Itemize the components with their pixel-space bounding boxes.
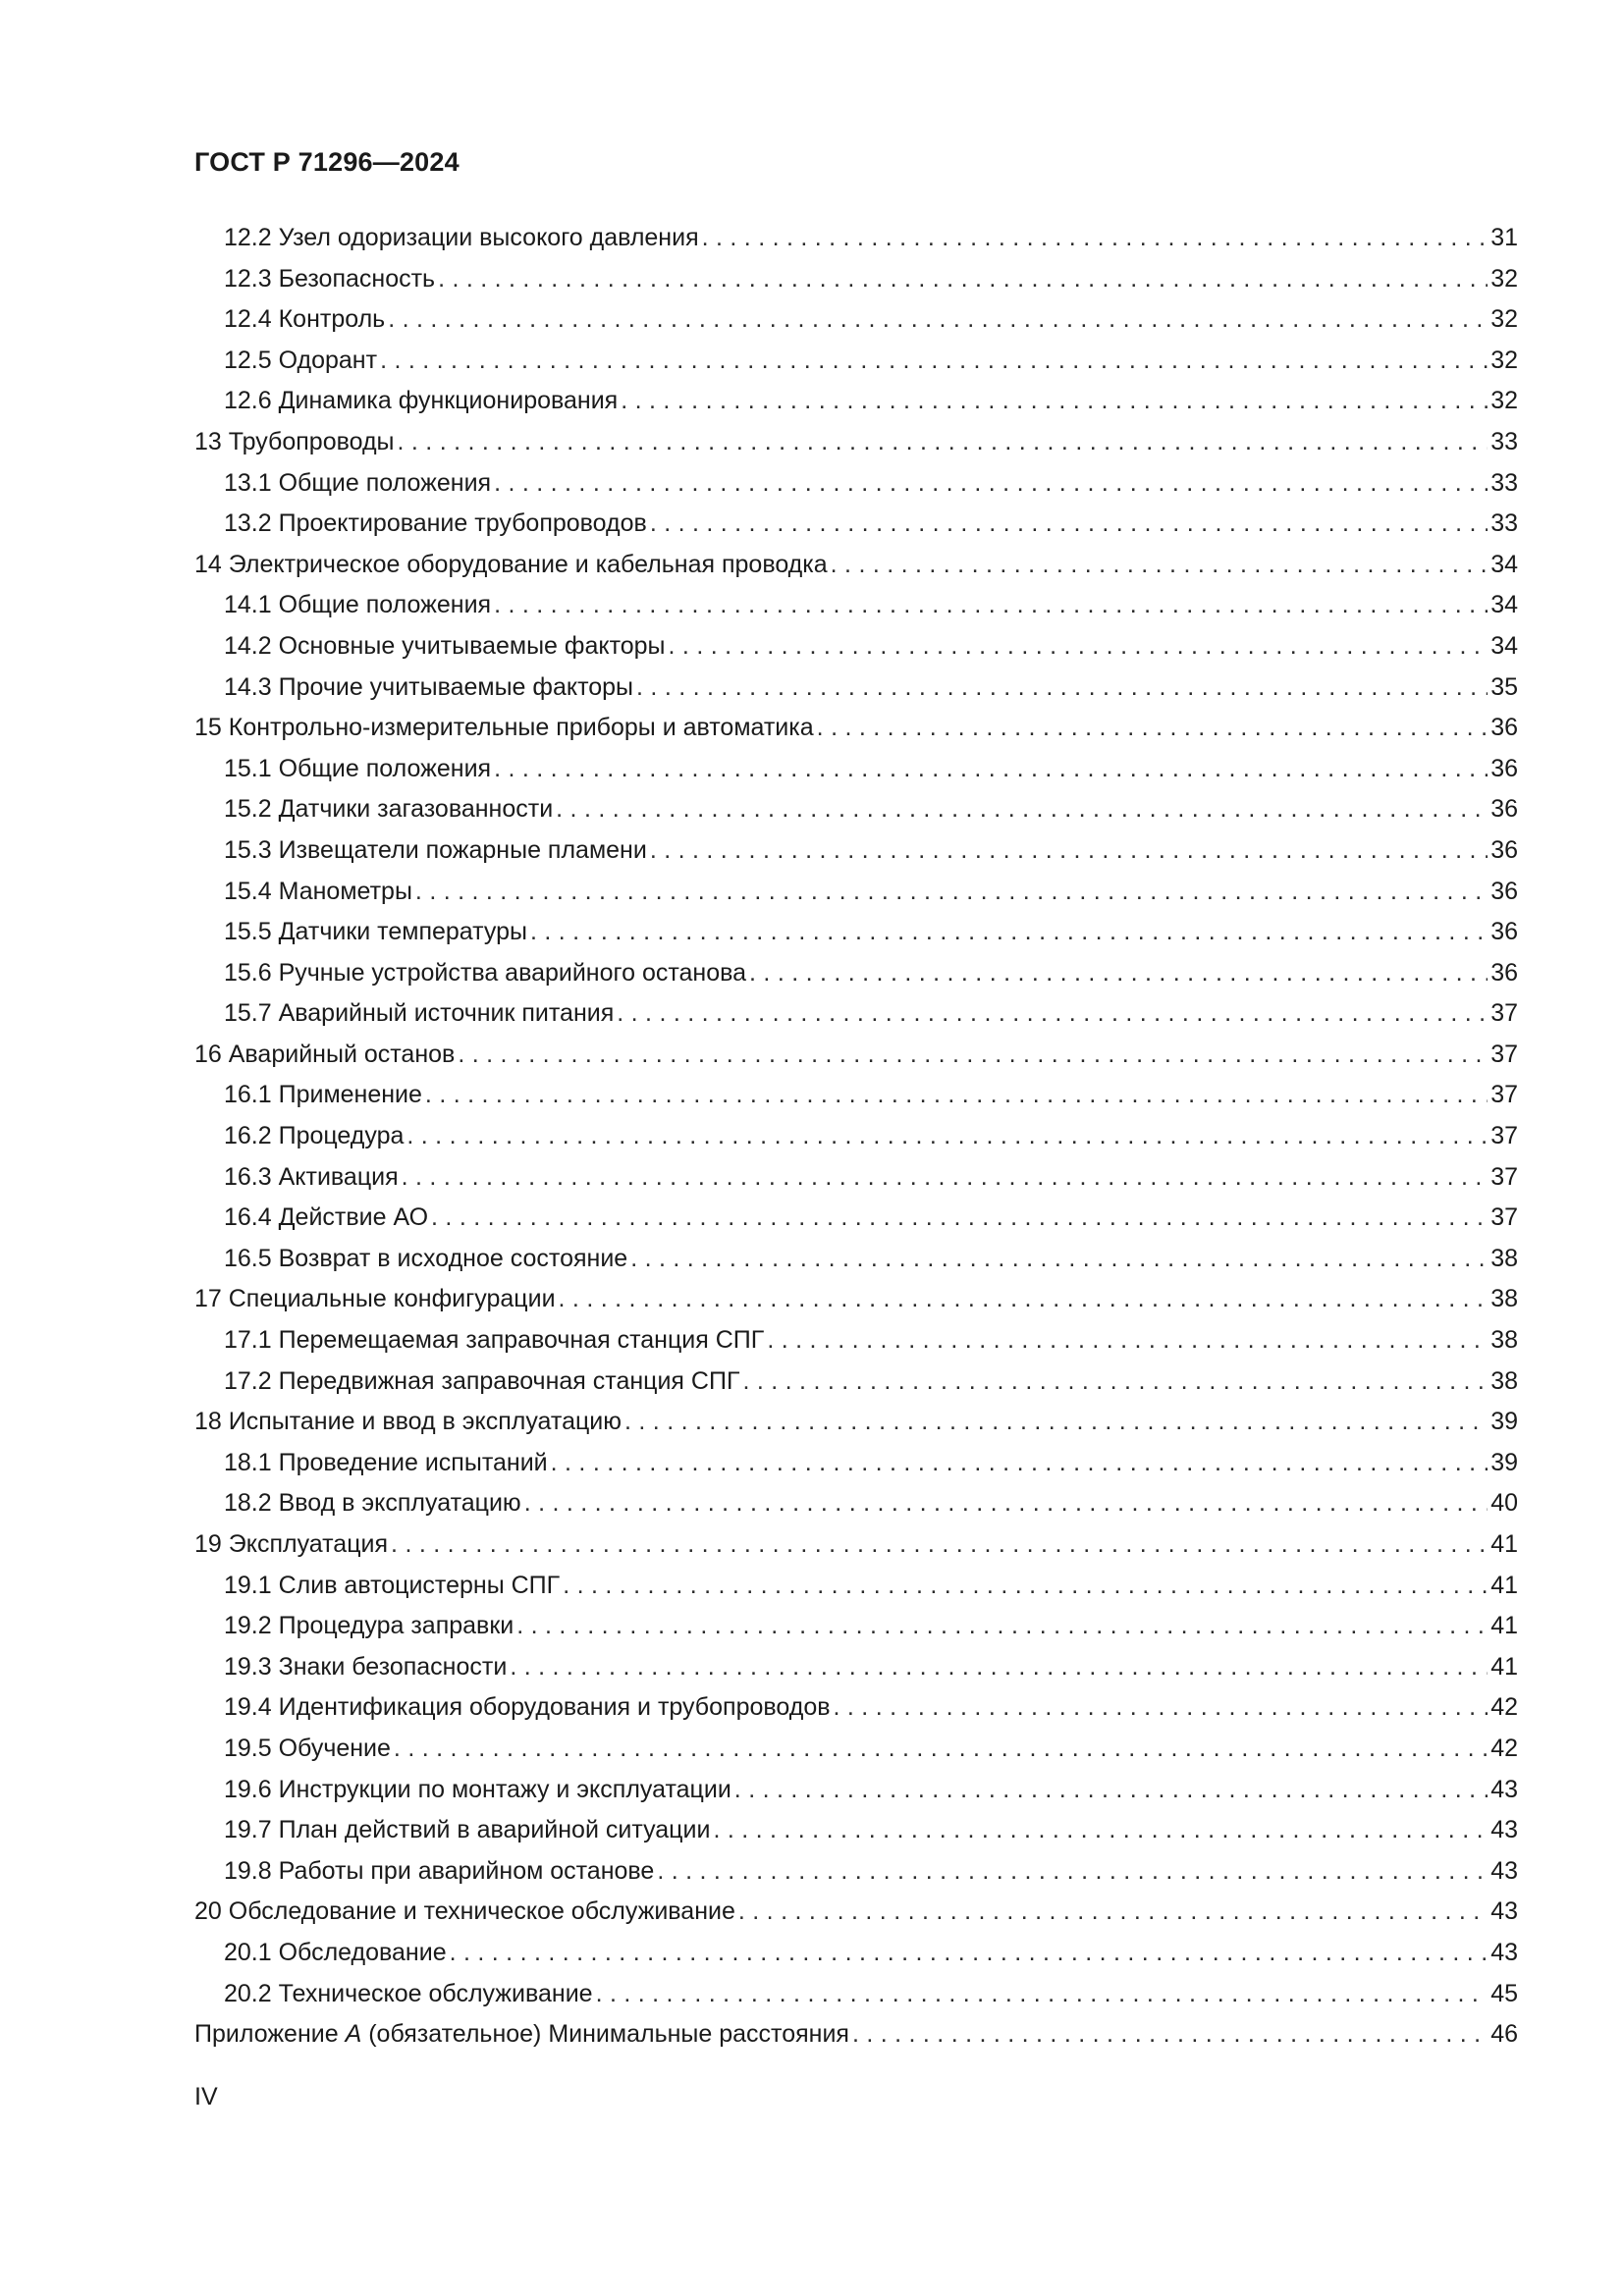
toc-entry[interactable]: [194, 795, 1518, 836]
toc-entry-title: 19.2 Процедура заправки: [224, 1612, 514, 1640]
toc-dot-leader: [650, 509, 1488, 538]
toc-entry-title: 16 Аварийный останов: [194, 1040, 456, 1068]
toc-entry-title: 18 Испытание и ввод в эксплуатацию: [194, 1408, 623, 1436]
toc-dot-leader: [621, 387, 1488, 415]
toc-entry[interactable]: [194, 387, 1518, 428]
toc-entry-title: 18.2 Ввод в эксплуатацию: [224, 1489, 521, 1518]
toc-entry[interactable]: [194, 224, 1518, 265]
toc-entry-title: 19 Эксплуатация: [194, 1530, 389, 1558]
toc-entry-page: 34: [1490, 550, 1518, 578]
toc-entry-page: 43: [1490, 1856, 1518, 1885]
toc-entry[interactable]: [194, 1530, 1518, 1572]
toc-dot-leader: [530, 918, 1488, 946]
toc-dot-leader: [494, 591, 1488, 619]
toc-dot-leader: [624, 1408, 1488, 1436]
toc-entry-page: 41: [1490, 1530, 1518, 1558]
toc-entry[interactable]: [194, 1245, 1518, 1286]
toc-entry[interactable]: [194, 1449, 1518, 1490]
toc-dot-leader: [388, 305, 1488, 334]
toc-entry[interactable]: [194, 1408, 1518, 1449]
toc-entry-page: 33: [1490, 427, 1518, 455]
toc-entry[interactable]: [194, 755, 1518, 796]
toc-entry-page: 37: [1490, 999, 1518, 1028]
toc-entry-title: 17 Специальные конфигурации: [194, 1285, 556, 1313]
toc-entry-page: 34: [1490, 631, 1518, 660]
toc-entry[interactable]: [194, 999, 1518, 1041]
toc-entry[interactable]: [194, 1367, 1518, 1409]
toc-entry-page: 43: [1490, 1938, 1518, 1966]
toc-dot-leader: [559, 1285, 1489, 1313]
toc-entry[interactable]: [194, 1816, 1518, 1857]
toc-entry-page: 37: [1490, 1203, 1518, 1232]
toc-entry-page: 38: [1490, 1244, 1518, 1272]
toc-entry-title: 20.2 Техническое обслуживание: [224, 1979, 593, 2007]
toc-dot-leader: [702, 224, 1489, 252]
toc-entry-title: 14 Электрическое оборудование и кабельная проводка: [194, 550, 828, 578]
toc-entry-title: 15.7 Аварийный источник питания: [224, 999, 615, 1028]
toc-dot-leader: [458, 1041, 1488, 1069]
toc-dot-leader: [734, 1776, 1488, 1804]
toc-dot-leader: [742, 1367, 1488, 1396]
toc-dot-leader: [524, 1489, 1489, 1518]
toc-entry-page: 41: [1490, 1571, 1518, 1599]
toc-dot-leader: [398, 428, 1489, 456]
toc-entry-title: 19.4 Идентификация оборудования и трубопроводов: [224, 1693, 831, 1722]
toc-entry-page: 35: [1490, 672, 1518, 701]
toc-entry-title: 19.8 Работы при аварийном останове: [224, 1856, 655, 1885]
toc-entry-title: 15 Контрольно-измерительные приборы и автоматика: [194, 714, 814, 742]
toc-entry[interactable]: [194, 1203, 1518, 1245]
toc-entry-title: [194, 2020, 849, 2049]
toc-entry[interactable]: [194, 509, 1518, 551]
toc-entry[interactable]: [194, 1122, 1518, 1163]
toc-entry-page: 36: [1490, 877, 1518, 905]
toc-entry-page: 37: [1490, 1081, 1518, 1109]
toc-entry-title: 12.6 Динамика функционирования: [224, 387, 619, 415]
toc-entry-title: 15.3 Извещатели пожарные пламени: [224, 835, 647, 864]
toc-entry-page: 43: [1490, 1775, 1518, 1803]
toc-entry-page: 36: [1490, 714, 1518, 742]
toc-entry[interactable]: [194, 469, 1518, 510]
toc-entry-annex-a[interactable]: [194, 2020, 1518, 2061]
toc-dot-leader: [749, 959, 1488, 988]
toc-entry[interactable]: [194, 1285, 1518, 1326]
toc-entry-page: 32: [1490, 346, 1518, 374]
toc-entry-title: 15.4 Манометры: [224, 877, 412, 905]
toc-entry-title: 19.1 Слив автоцистерны СПГ: [224, 1571, 561, 1599]
toc-dot-leader: [817, 714, 1489, 742]
toc-entry-title: 12.5 Одорант: [224, 346, 378, 374]
toc-dot-leader: [402, 1163, 1489, 1192]
document-header: ГОСТ Р 71296—2024: [194, 147, 460, 177]
toc-entry-page: 37: [1490, 1040, 1518, 1068]
toc-entry[interactable]: [194, 1041, 1518, 1082]
toc-entry-page: 39: [1490, 1408, 1518, 1436]
toc-entry-title: 13 Трубопроводы: [194, 427, 395, 455]
toc-entry[interactable]: [194, 265, 1518, 306]
page-number: IV: [194, 2083, 218, 2110]
toc-entry[interactable]: [194, 1653, 1518, 1694]
toc-dot-leader: [415, 878, 1488, 906]
toc-entry[interactable]: [194, 428, 1518, 469]
toc-entry[interactable]: [194, 1326, 1518, 1367]
toc-rows: [194, 224, 1518, 2020]
toc-entry[interactable]: [194, 1612, 1518, 1653]
toc-dot-leader: [510, 1653, 1488, 1682]
toc-entry-page: 41: [1490, 1612, 1518, 1640]
toc-entry-title: 12.4 Контроль: [224, 305, 386, 334]
toc-dot-leader: [556, 795, 1488, 824]
toc-dot-leader: [630, 1245, 1488, 1273]
toc-entry-page: 33: [1490, 509, 1518, 538]
toc-entry-title: 19.7 План действий в аварийной ситуации: [224, 1816, 711, 1844]
toc-entry[interactable]: [194, 1081, 1518, 1122]
toc-entry-title: 20.1 Обследование: [224, 1938, 447, 1966]
toc-entry[interactable]: [194, 305, 1518, 347]
toc-entry-page: 36: [1490, 754, 1518, 782]
toc-entry-page: 42: [1490, 1734, 1518, 1762]
toc-entry-page: 39: [1490, 1448, 1518, 1476]
toc-dot-leader: [431, 1203, 1488, 1232]
toc-dot-leader: [406, 1122, 1488, 1150]
toc-dot-leader: [425, 1081, 1488, 1109]
toc-dot-leader: [767, 1326, 1488, 1355]
toc-dot-leader: [551, 1449, 1489, 1477]
toc-entry[interactable]: [194, 1776, 1518, 1817]
toc-dot-leader: [450, 1939, 1489, 1967]
toc-entry[interactable]: [194, 1163, 1518, 1204]
toc-entry-page: 45: [1490, 1979, 1518, 2007]
toc-entry[interactable]: [194, 878, 1518, 919]
toc-entry-title: 17.1 Перемещаемая заправочная станция СПГ: [224, 1326, 765, 1355]
annex-title: (обязательное) Минимальные расстояния: [368, 2020, 849, 2049]
toc-entry-title: 18.1 Проведение испытаний: [224, 1448, 548, 1476]
toc-dot-leader: [636, 673, 1488, 702]
toc-dot-leader: [617, 999, 1488, 1028]
toc-entry-page: 37: [1490, 1162, 1518, 1191]
toc-entry-title: 16.4 Действие АО: [224, 1203, 429, 1232]
toc-entry-page: 46: [1490, 2020, 1518, 2049]
annex-prefix: Приложение: [194, 2020, 339, 2049]
toc-entry[interactable]: [194, 551, 1518, 592]
toc-entry-title: 15.5 Датчики температуры: [224, 918, 527, 946]
toc-dot-leader: [380, 347, 1488, 375]
toc-entry[interactable]: [194, 918, 1518, 959]
toc-entry-title: 16.1 Применение: [224, 1081, 422, 1109]
toc-dot-leader: [438, 265, 1488, 294]
toc-dot-leader: [852, 2020, 1488, 2049]
toc-dot-leader: [494, 469, 1488, 498]
toc-entry[interactable]: [194, 836, 1518, 878]
toc-entry-page: 42: [1490, 1693, 1518, 1722]
toc-entry[interactable]: [194, 1693, 1518, 1735]
toc-entry[interactable]: [194, 1897, 1518, 1939]
toc-dot-leader: [494, 755, 1488, 783]
toc-entry-page: 36: [1490, 795, 1518, 824]
toc-entry-title: 19.6 Инструкции по монтажу и эксплуатации: [224, 1775, 731, 1803]
toc-entry[interactable]: [194, 1572, 1518, 1613]
toc-entry-title: 16.5 Возврат в исходное состояние: [224, 1244, 628, 1272]
toc-entry-title: 14.2 Основные учитываемые факторы: [224, 631, 666, 660]
toc-entry-page: 36: [1490, 958, 1518, 987]
toc-entry-page: 38: [1490, 1285, 1518, 1313]
toc-entry-title: 17.2 Передвижная заправочная станция СПГ: [224, 1366, 740, 1395]
toc-entry-title: 19.5 Обучение: [224, 1734, 391, 1762]
annex-letter: А: [345, 2020, 362, 2049]
toc-entry-title: 15.6 Ручные устройства аварийного останова: [224, 958, 747, 987]
toc-entry[interactable]: [194, 673, 1518, 715]
toc-dot-leader: [391, 1530, 1488, 1559]
toc-entry[interactable]: [194, 1735, 1518, 1776]
toc-entry-title: 19.3 Знаки безопасности: [224, 1652, 508, 1681]
toc-entry-page: 43: [1490, 1816, 1518, 1844]
toc-entry-title: 15.1 Общие положения: [224, 754, 492, 782]
toc-entry-title: 12.3 Безопасность: [224, 264, 436, 293]
toc-entry[interactable]: [194, 1980, 1518, 2021]
toc-dot-leader: [831, 551, 1489, 579]
toc-entry[interactable]: [194, 1857, 1518, 1898]
toc-entry-page: 37: [1490, 1122, 1518, 1150]
toc-entry-title: 12.2 Узел одоризации высокого давления: [224, 224, 699, 251]
toc-entry-title: 16.3 Активация: [224, 1162, 399, 1191]
toc-entry-title: 14.3 Прочие учитываемые факторы: [224, 672, 634, 701]
toc-entry[interactable]: [194, 347, 1518, 388]
toc-entry[interactable]: [194, 959, 1518, 1000]
toc-entry-title: 15.2 Датчики загазованности: [224, 795, 554, 824]
toc-dot-leader: [657, 1857, 1488, 1886]
toc-entry-title: 20 Обследование и техническое обслуживание: [194, 1897, 735, 1926]
toc-entry[interactable]: [194, 632, 1518, 673]
toc-entry-page: 38: [1490, 1326, 1518, 1355]
toc-dot-leader: [669, 632, 1489, 661]
toc-dot-leader: [516, 1612, 1488, 1640]
toc-entry-page: 33: [1490, 468, 1518, 497]
toc-entry-title: 16.2 Процедура: [224, 1122, 405, 1150]
toc-dot-leader: [563, 1572, 1488, 1600]
toc-dot-leader: [596, 1980, 1489, 2008]
toc-dot-leader: [394, 1735, 1488, 1763]
toc-dot-leader: [650, 836, 1488, 865]
toc-entry-page: 40: [1490, 1489, 1518, 1518]
toc-entry-page: 31: [1490, 224, 1518, 251]
toc-entry-title: 13.2 Проектирование трубопроводов: [224, 509, 647, 538]
toc-dot-leader: [834, 1693, 1489, 1722]
toc-entry-page: 41: [1490, 1652, 1518, 1681]
toc-entry-title: 13.1 Общие положения: [224, 468, 492, 497]
toc-entry[interactable]: [194, 591, 1518, 632]
toc-entry[interactable]: [194, 1939, 1518, 1980]
toc-entry[interactable]: [194, 1489, 1518, 1530]
toc-entry-page: 32: [1490, 305, 1518, 334]
toc-dot-leader: [713, 1816, 1488, 1844]
toc-dot-leader: [738, 1897, 1488, 1926]
table-of-contents: [194, 224, 1518, 2061]
toc-entry[interactable]: [194, 714, 1518, 755]
toc-entry-page: 43: [1490, 1897, 1518, 1926]
toc-entry-page: 38: [1490, 1366, 1518, 1395]
toc-entry-page: 34: [1490, 591, 1518, 619]
toc-entry-page: 32: [1490, 264, 1518, 293]
toc-entry-page: 32: [1490, 387, 1518, 415]
toc-entry-page: 36: [1490, 918, 1518, 946]
toc-entry-title: 14.1 Общие положения: [224, 591, 492, 619]
toc-entry-page: 36: [1490, 835, 1518, 864]
